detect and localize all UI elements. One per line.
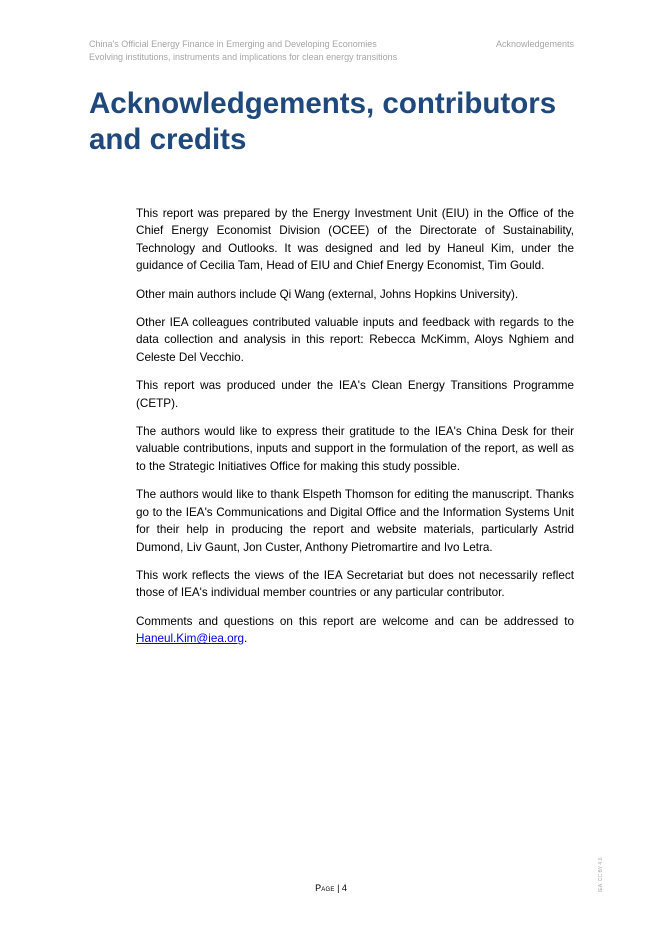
page-footer <box>0 883 662 893</box>
page-label: Page <box>315 883 335 893</box>
contact-text: Comments and questions on this report are welcome and can be addressed to <box>136 614 574 628</box>
page-title-line-1: Acknowledgements, contributors <box>89 87 557 120</box>
page-number: 4 <box>341 883 347 893</box>
paragraph-iea-colleagues: Other IEA colleagues contributed valuable inputs and feedback with regards to the data collection and analysis in this report: Rebecca McKimm, Aloys Nghiem and Celeste Del Vecchio. <box>136 316 574 364</box>
paragraph-cetp: This report was produced under the IEA's Clean Energy Transitions Programme (CETP). <box>136 379 574 410</box>
report-subtitle: Evolving institutions, instruments and implications for clean energy transitions <box>89 52 398 62</box>
contact-period: . <box>244 632 248 646</box>
section-name: Acknowledgements <box>495 39 574 49</box>
license-tag: IEA. CC BY 4.0. <box>598 856 604 892</box>
page-separator: | <box>334 883 342 893</box>
running-header <box>89 38 574 64</box>
paragraph-disclaimer: This work reflects the views of the IEA Secretariat but does not necessarily reflect those of IEA's individual member countries or any particular contributor. <box>136 568 574 600</box>
report-title: China's Official Energy Finance in Emerging and Developing Economies <box>89 39 377 49</box>
page-title-line-2: and credits <box>89 123 247 156</box>
paragraph-main-authors: Other main authors include Qi Wang (external, Johns Hopkins University). <box>136 287 519 301</box>
body-text <box>136 205 574 659</box>
paragraph-report-preparation: This report was prepared by the Energy Investment Unit (EIU) in the Office of the Chief Energy Economist Division (OCEE) of the Directorate of Sustainability, Technology and Outlooks. It was designed and led by Haneul Kim, under the guidance of Cecilia Tam, Head of EIU and Chief Energy Economist, Tim Gould. <box>136 207 574 273</box>
paragraph-editing-thanks: The authors would like to thank Elspeth Thomson for editing the manuscript. Thanks go to the IEA's Communications and Digital Office and the Information Systems Unit for their help in producing the report and website materials, particularly Astrid Dumond, Liv Gaunt, Jon Custer, Anthony Pietromartire and Ivo Letra. <box>136 488 574 554</box>
paragraph-contact <box>136 613 574 648</box>
contact-email-link[interactable]: Haneul.Kim@iea.org <box>136 632 245 646</box>
paragraph-gratitude: The authors would like to express their gratitude to the IEA's China Desk for their valuable contributions, inputs and support in the formulation of the report, as well as to the Strategic Initiatives Office for making this study possible. <box>136 425 574 473</box>
page-title <box>89 86 589 158</box>
